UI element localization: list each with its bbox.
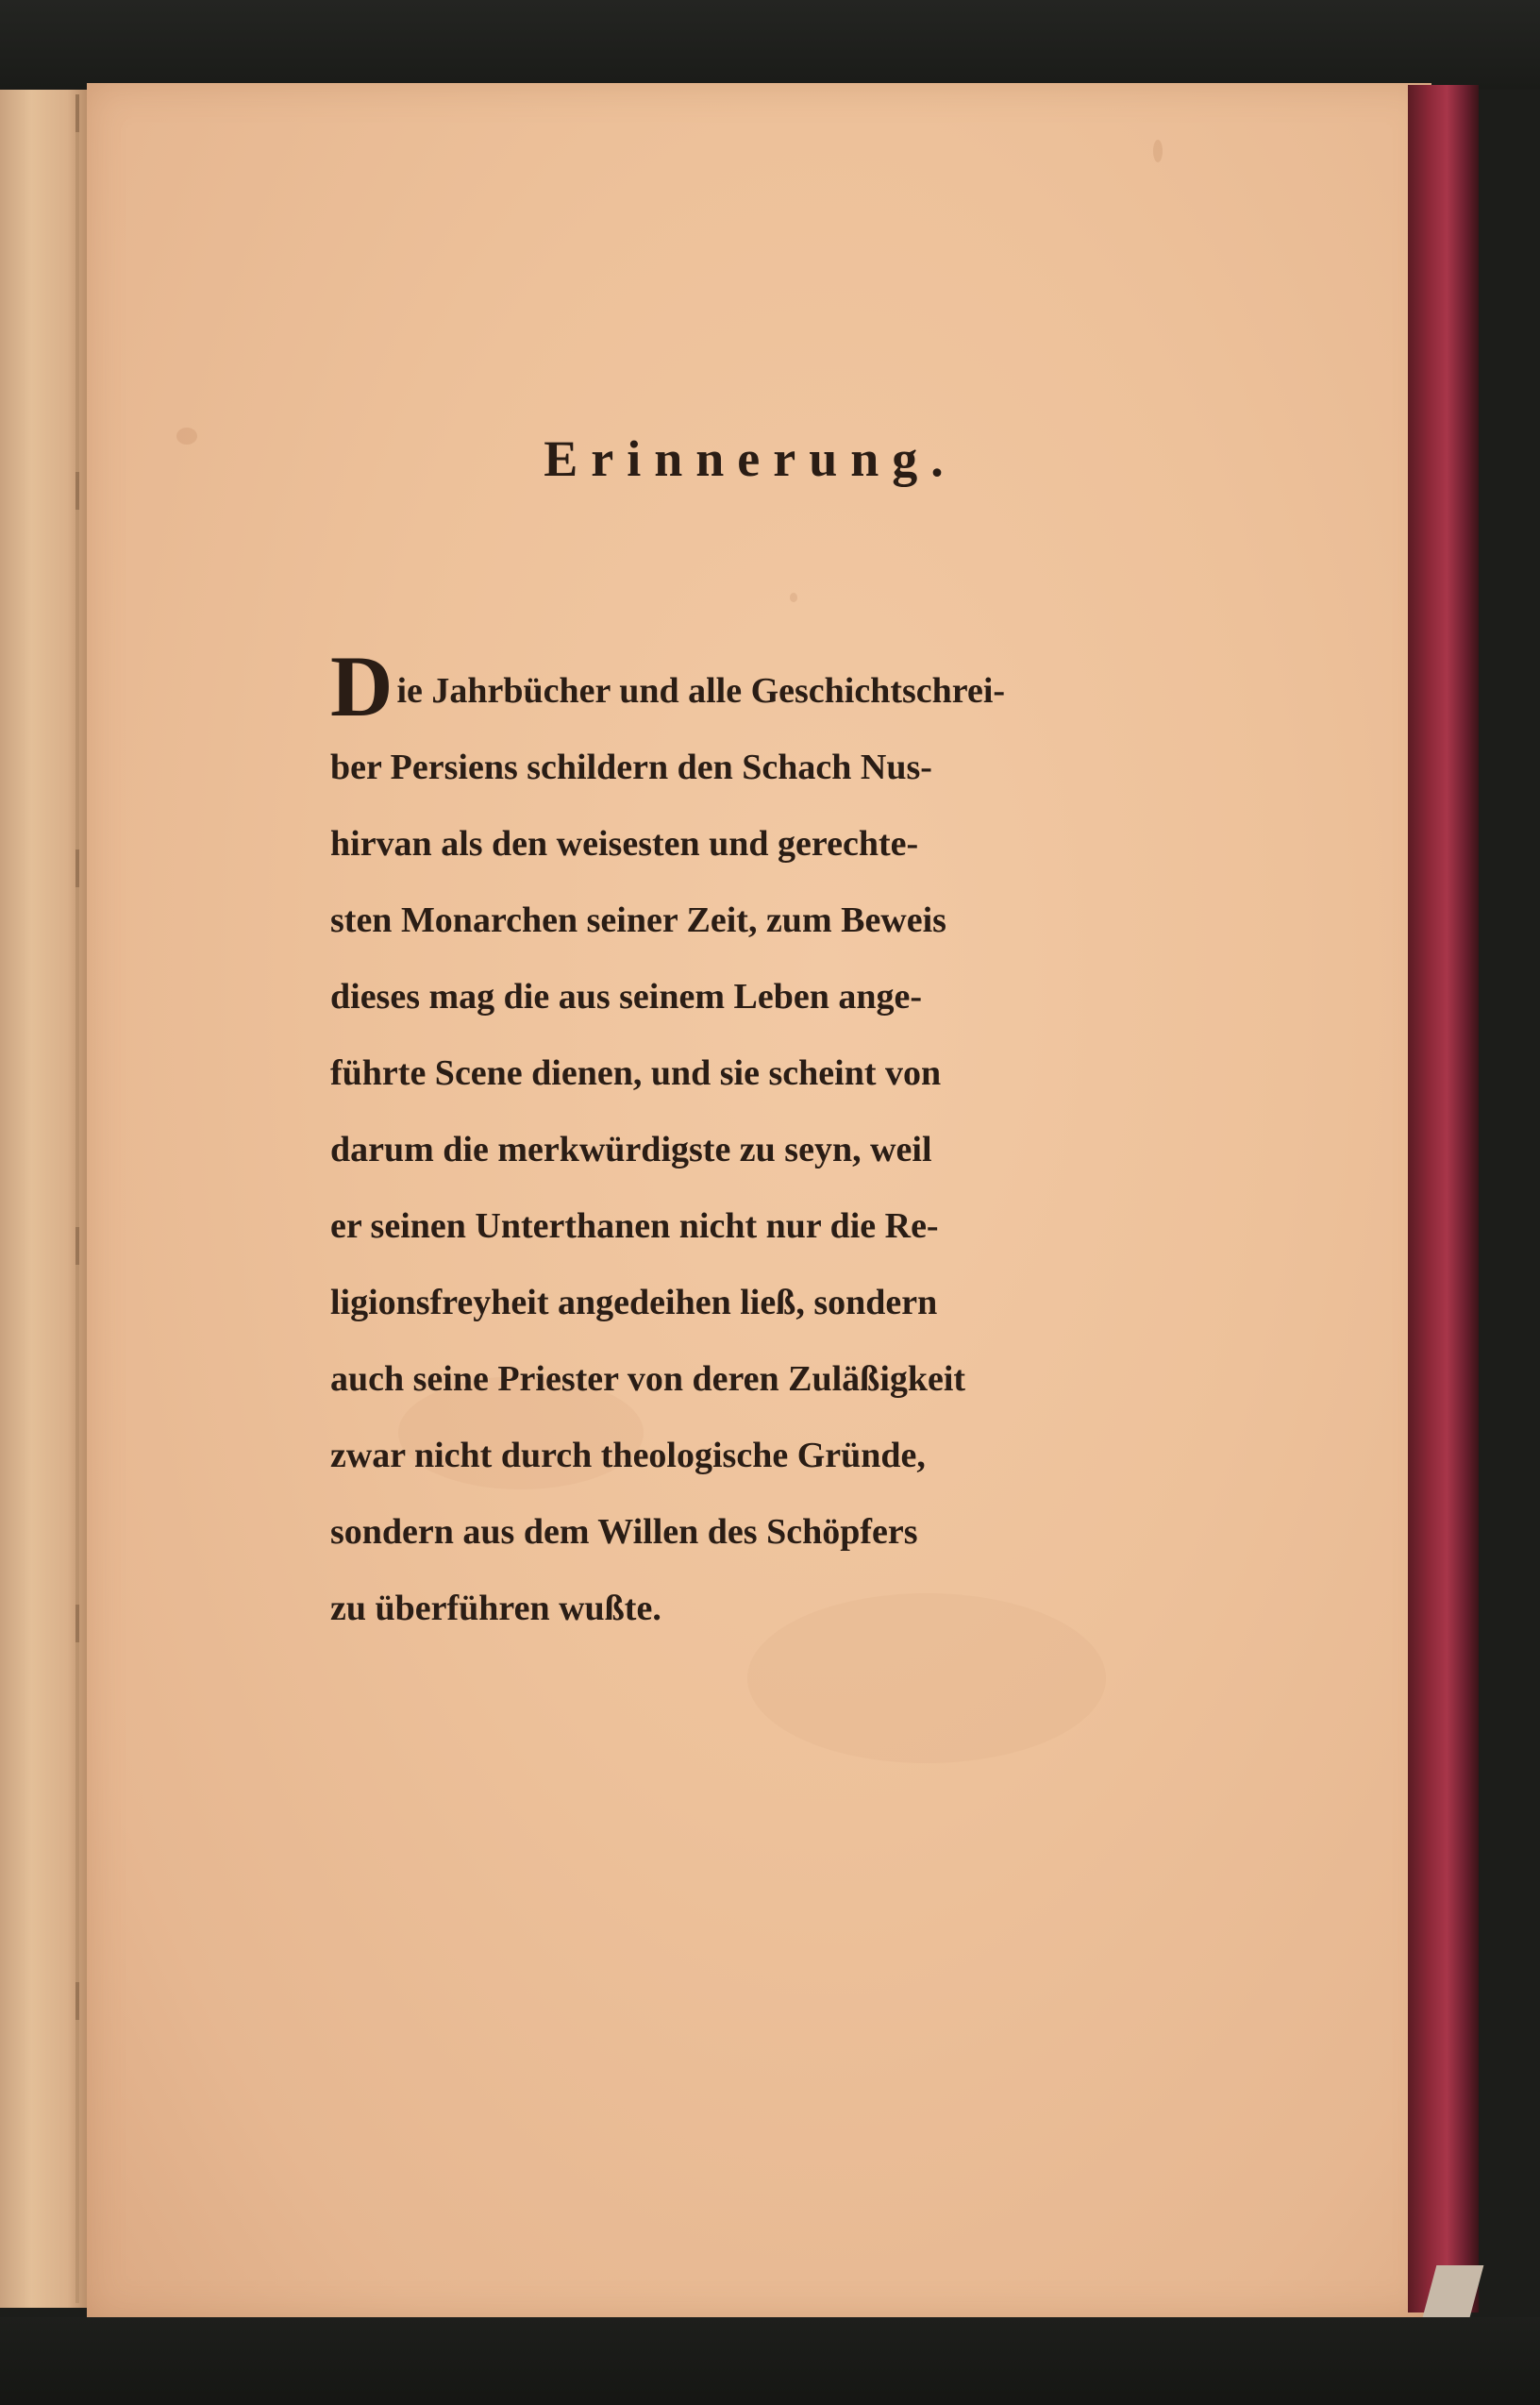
- line-text: er seinen Unterthanen nicht nur die Re-: [330, 1206, 939, 1246]
- text-block: [330, 429, 1170, 1647]
- drop-cap: D: [330, 638, 393, 734]
- line-text: ber Persiens schildern den Schach Nus-: [330, 748, 932, 787]
- text-line: [330, 1112, 1170, 1188]
- foxing-spot: [1153, 140, 1163, 162]
- text-line: [330, 1341, 1170, 1418]
- body-paragraph: [330, 638, 1170, 1647]
- line-text: sten Monarchen seiner Zeit, zum Beweis: [330, 900, 946, 940]
- text-line: [330, 883, 1170, 959]
- text-line: [330, 730, 1170, 806]
- text-line: [330, 1571, 1170, 1647]
- line-text: führte Scene dienen, und sie scheint von: [330, 1053, 942, 1093]
- text-line-content: [330, 638, 1006, 734]
- text-line: [330, 806, 1170, 883]
- line-text: ie Jahrbücher und alle Geschichtschrei-: [396, 671, 1006, 711]
- scanner-backdrop-top: [0, 0, 1540, 90]
- text-line: [330, 959, 1170, 1035]
- book-cover-edge: [1408, 85, 1479, 2312]
- text-line: [330, 638, 1170, 734]
- line-text: hirvan als den weisesten und gerechte-: [330, 824, 919, 864]
- text-line: [330, 1035, 1170, 1112]
- text-line: [330, 1265, 1170, 1341]
- scanner-backdrop-bottom: [0, 2317, 1540, 2405]
- line-text: dieses mag die aus seinem Leben ange-: [330, 977, 922, 1017]
- foxing-spot: [176, 428, 197, 445]
- line-text: zu überführen wußte.: [330, 1589, 661, 1628]
- text-line: [330, 1418, 1170, 1494]
- binding-stitching: [75, 94, 79, 2303]
- line-text: zwar nicht durch theologische Gründe,: [330, 1436, 926, 1475]
- line-text: darum die merkwürdigste zu seyn, weil: [330, 1130, 932, 1169]
- line-text: auch seine Priester von deren Zuläßigkeit: [330, 1359, 966, 1399]
- line-text: ligionsfreyheit angedeihen ließ, sondern: [330, 1283, 938, 1322]
- text-line: [330, 1494, 1170, 1571]
- line-text: sondern aus dem Willen des Schöpfers: [330, 1512, 918, 1552]
- page-heading: Erinnerung.: [544, 430, 957, 487]
- text-line: [330, 1188, 1170, 1265]
